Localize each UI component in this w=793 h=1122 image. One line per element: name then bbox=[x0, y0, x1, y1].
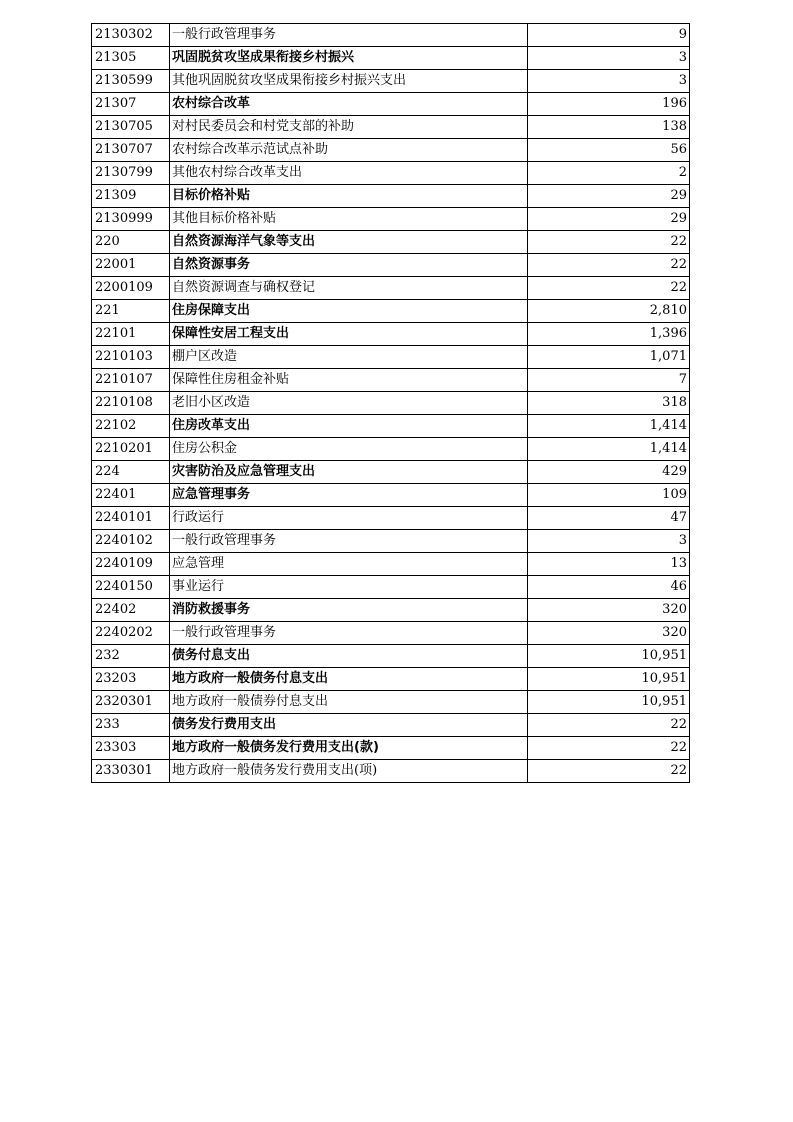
table-row bbox=[92, 438, 690, 461]
table-row bbox=[92, 70, 690, 93]
amount-cell: 22 bbox=[528, 760, 690, 783]
amount-cell: 2 bbox=[528, 162, 690, 185]
subject-code-cell: 2130799 bbox=[92, 162, 170, 185]
subject-name-cell: 自然资源事务 bbox=[170, 254, 528, 277]
subject-name-cell: 消防救援事务 bbox=[170, 599, 528, 622]
subject-name-cell: 住房公积金 bbox=[170, 438, 528, 461]
subject-code-cell: 2200109 bbox=[92, 277, 170, 300]
subject-name-cell: 其他巩固脱贫攻坚成果衔接乡村振兴支出 bbox=[170, 70, 528, 93]
amount-cell: 10,951 bbox=[528, 691, 690, 714]
subject-code-cell: 220 bbox=[92, 231, 170, 254]
subject-name-cell: 农村综合改革示范试点补助 bbox=[170, 139, 528, 162]
subject-name-cell: 目标价格补贴 bbox=[170, 185, 528, 208]
subject-code-cell: 221 bbox=[92, 300, 170, 323]
table-row bbox=[92, 461, 690, 484]
subject-code-cell: 23303 bbox=[92, 737, 170, 760]
amount-cell: 13 bbox=[528, 553, 690, 576]
subject-code-cell: 21309 bbox=[92, 185, 170, 208]
amount-cell: 7 bbox=[528, 369, 690, 392]
table-row bbox=[92, 392, 690, 415]
subject-name-cell: 自然资源调查与确权登记 bbox=[170, 277, 528, 300]
table-body bbox=[92, 24, 690, 783]
table-row bbox=[92, 622, 690, 645]
subject-name-cell: 地方政府一般债务付息支出 bbox=[170, 668, 528, 691]
amount-cell: 10,951 bbox=[528, 645, 690, 668]
table-row bbox=[92, 599, 690, 622]
amount-cell: 429 bbox=[528, 461, 690, 484]
subject-code-cell: 21305 bbox=[92, 47, 170, 70]
subject-name-cell: 住房保障支出 bbox=[170, 300, 528, 323]
amount-cell: 138 bbox=[528, 116, 690, 139]
subject-name-cell: 棚户区改造 bbox=[170, 346, 528, 369]
table-row bbox=[92, 553, 690, 576]
subject-name-cell: 地方政府一般债券付息支出 bbox=[170, 691, 528, 714]
table-row bbox=[92, 415, 690, 438]
table-row bbox=[92, 369, 690, 392]
subject-code-cell: 2240109 bbox=[92, 553, 170, 576]
table-row bbox=[92, 323, 690, 346]
table-row bbox=[92, 714, 690, 737]
subject-code-cell: 2240150 bbox=[92, 576, 170, 599]
table-row bbox=[92, 277, 690, 300]
amount-cell: 3 bbox=[528, 70, 690, 93]
subject-name-cell: 地方政府一般债务发行费用支出(款) bbox=[170, 737, 528, 760]
subject-code-cell: 2130705 bbox=[92, 116, 170, 139]
subject-code-cell: 22102 bbox=[92, 415, 170, 438]
amount-cell: 318 bbox=[528, 392, 690, 415]
subject-name-cell: 一般行政管理事务 bbox=[170, 24, 528, 47]
table-row bbox=[92, 668, 690, 691]
subject-name-cell: 地方政府一般债务发行费用支出(项) bbox=[170, 760, 528, 783]
table-row bbox=[92, 346, 690, 369]
subject-name-cell: 应急管理 bbox=[170, 553, 528, 576]
amount-cell: 1,414 bbox=[528, 438, 690, 461]
table-row bbox=[92, 576, 690, 599]
subject-name-cell: 灾害防治及应急管理支出 bbox=[170, 461, 528, 484]
subject-name-cell: 应急管理事务 bbox=[170, 484, 528, 507]
subject-code-cell: 2210201 bbox=[92, 438, 170, 461]
amount-cell: 109 bbox=[528, 484, 690, 507]
amount-cell: 1,071 bbox=[528, 346, 690, 369]
table-row bbox=[92, 507, 690, 530]
subject-name-cell: 债务发行费用支出 bbox=[170, 714, 528, 737]
amount-cell: 46 bbox=[528, 576, 690, 599]
table-row bbox=[92, 162, 690, 185]
table-row bbox=[92, 737, 690, 760]
amount-cell: 2,810 bbox=[528, 300, 690, 323]
table-row bbox=[92, 208, 690, 231]
subject-name-cell: 保障性安居工程支出 bbox=[170, 323, 528, 346]
budget-expenditure-table bbox=[91, 23, 690, 783]
subject-code-cell: 2320301 bbox=[92, 691, 170, 714]
amount-cell: 1,414 bbox=[528, 415, 690, 438]
subject-name-cell: 老旧小区改造 bbox=[170, 392, 528, 415]
table-row bbox=[92, 300, 690, 323]
subject-code-cell: 22402 bbox=[92, 599, 170, 622]
amount-cell: 29 bbox=[528, 208, 690, 231]
table-row bbox=[92, 254, 690, 277]
table-row bbox=[92, 530, 690, 553]
subject-name-cell: 一般行政管理事务 bbox=[170, 622, 528, 645]
amount-cell: 22 bbox=[528, 737, 690, 760]
amount-cell: 9 bbox=[528, 24, 690, 47]
table-row bbox=[92, 691, 690, 714]
amount-cell: 3 bbox=[528, 47, 690, 70]
subject-name-cell: 对村民委员会和村党支部的补助 bbox=[170, 116, 528, 139]
amount-cell: 56 bbox=[528, 139, 690, 162]
amount-cell: 1,396 bbox=[528, 323, 690, 346]
subject-code-cell: 2240102 bbox=[92, 530, 170, 553]
subject-code-cell: 22101 bbox=[92, 323, 170, 346]
subject-code-cell: 2130707 bbox=[92, 139, 170, 162]
table-row bbox=[92, 645, 690, 668]
subject-code-cell: 233 bbox=[92, 714, 170, 737]
subject-code-cell: 2130999 bbox=[92, 208, 170, 231]
amount-cell: 320 bbox=[528, 622, 690, 645]
amount-cell: 22 bbox=[528, 714, 690, 737]
table-row bbox=[92, 139, 690, 162]
subject-name-cell: 事业运行 bbox=[170, 576, 528, 599]
subject-code-cell: 23203 bbox=[92, 668, 170, 691]
subject-name-cell: 保障性住房租金补贴 bbox=[170, 369, 528, 392]
subject-name-cell: 其他目标价格补贴 bbox=[170, 208, 528, 231]
subject-name-cell: 住房改革支出 bbox=[170, 415, 528, 438]
table-row bbox=[92, 24, 690, 47]
subject-name-cell: 自然资源海洋气象等支出 bbox=[170, 231, 528, 254]
amount-cell: 320 bbox=[528, 599, 690, 622]
subject-code-cell: 2210103 bbox=[92, 346, 170, 369]
subject-code-cell: 2240202 bbox=[92, 622, 170, 645]
subject-code-cell: 22401 bbox=[92, 484, 170, 507]
subject-name-cell: 行政运行 bbox=[170, 507, 528, 530]
subject-code-cell: 2130302 bbox=[92, 24, 170, 47]
amount-cell: 22 bbox=[528, 277, 690, 300]
table-row bbox=[92, 47, 690, 70]
table-row bbox=[92, 116, 690, 139]
subject-code-cell: 2330301 bbox=[92, 760, 170, 783]
subject-name-cell: 农村综合改革 bbox=[170, 93, 528, 116]
subject-name-cell: 一般行政管理事务 bbox=[170, 530, 528, 553]
subject-code-cell: 224 bbox=[92, 461, 170, 484]
amount-cell: 22 bbox=[528, 231, 690, 254]
subject-code-cell: 22001 bbox=[92, 254, 170, 277]
table-row bbox=[92, 760, 690, 783]
subject-name-cell: 巩固脱贫攻坚成果衔接乡村振兴 bbox=[170, 47, 528, 70]
table-row bbox=[92, 185, 690, 208]
subject-name-cell: 其他农村综合改革支出 bbox=[170, 162, 528, 185]
subject-code-cell: 232 bbox=[92, 645, 170, 668]
subject-code-cell: 2130599 bbox=[92, 70, 170, 93]
table-row bbox=[92, 231, 690, 254]
subject-name-cell: 债务付息支出 bbox=[170, 645, 528, 668]
table-row bbox=[92, 484, 690, 507]
amount-cell: 3 bbox=[528, 530, 690, 553]
amount-cell: 196 bbox=[528, 93, 690, 116]
amount-cell: 10,951 bbox=[528, 668, 690, 691]
subject-code-cell: 2210108 bbox=[92, 392, 170, 415]
table-row bbox=[92, 93, 690, 116]
amount-cell: 29 bbox=[528, 185, 690, 208]
amount-cell: 47 bbox=[528, 507, 690, 530]
subject-code-cell: 2210107 bbox=[92, 369, 170, 392]
subject-code-cell: 2240101 bbox=[92, 507, 170, 530]
subject-code-cell: 21307 bbox=[92, 93, 170, 116]
amount-cell: 22 bbox=[528, 254, 690, 277]
